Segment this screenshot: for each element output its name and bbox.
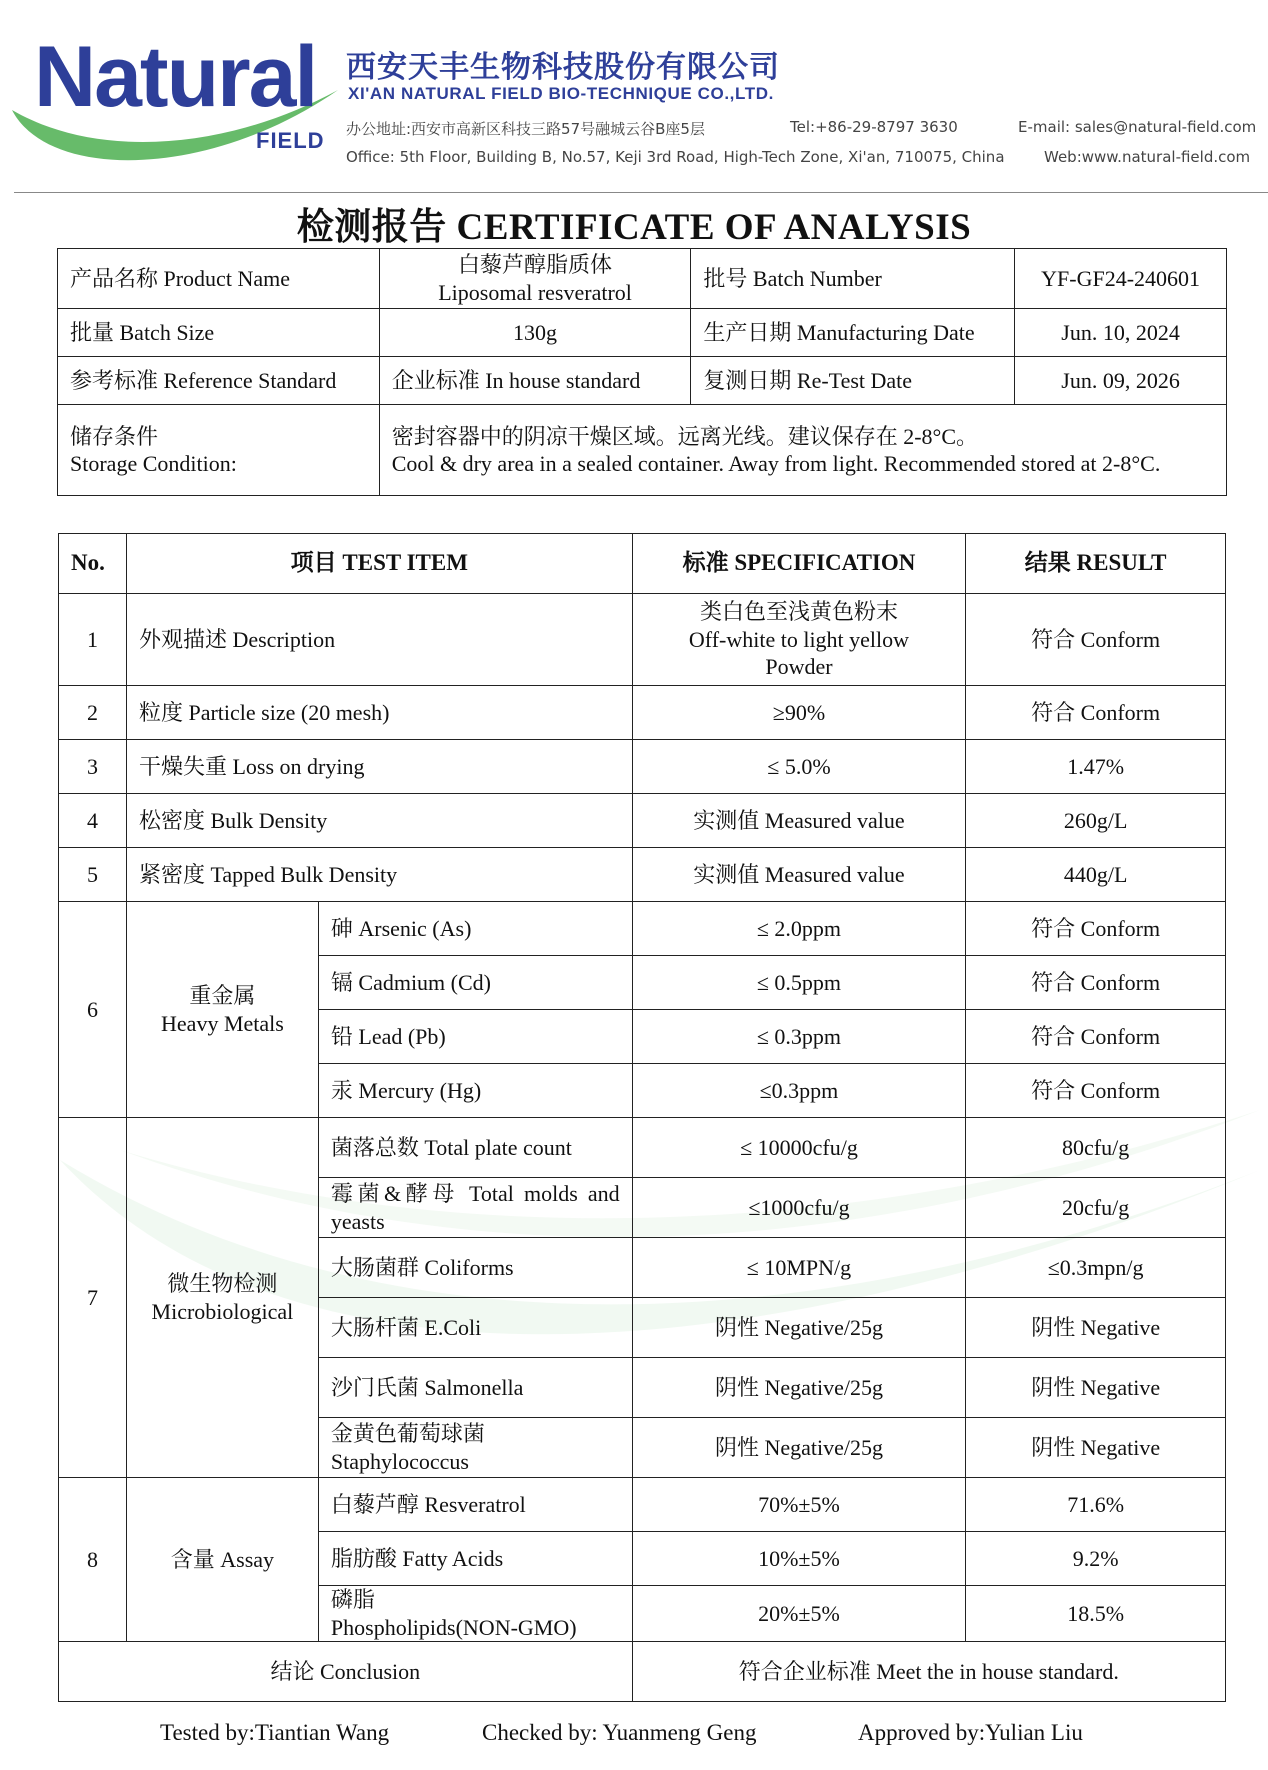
- table-row: [59, 902, 1226, 956]
- test-item: 紧密度 Tapped Bulk Density: [126, 848, 632, 902]
- test-item: 外观描述 Description: [126, 594, 632, 686]
- row-no: 8: [59, 1478, 127, 1642]
- info-row-batch-size: [58, 309, 1227, 357]
- logo-wordmark: Natural: [34, 29, 317, 125]
- approved-by: Approved by:Yulian Liu: [858, 1720, 1083, 1745]
- result: 440g/L: [966, 848, 1226, 902]
- batch-number-label: 批号 Batch Number: [691, 249, 1015, 309]
- table-row: [59, 848, 1226, 902]
- logo-subtitle: FIELD: [256, 128, 325, 153]
- test-item: 镉 Cadmium (Cd): [318, 956, 632, 1010]
- letterhead: [0, 0, 1268, 200]
- specification: 实测值 Measured value: [632, 794, 966, 848]
- row-no: 2: [59, 686, 127, 740]
- test-item-line1: 磷脂: [330, 1587, 375, 1612]
- col-specification: 标准 SPECIFICATION: [632, 534, 966, 594]
- result: 符合 Conform: [966, 594, 1226, 686]
- row-no: 6: [59, 902, 127, 1118]
- test-item: 粒度 Particle size (20 mesh): [126, 686, 632, 740]
- product-name-cn: 白藜芦醇脂质体: [458, 252, 613, 277]
- table-row: [59, 794, 1226, 848]
- storage-value: [379, 405, 1226, 496]
- result: 1.47%: [966, 740, 1226, 794]
- result: 9.2%: [966, 1532, 1226, 1586]
- spec-cn: 类白色至浅黄色粉末: [699, 599, 898, 625]
- col-no: No.: [59, 534, 127, 594]
- storage-cn: 密封容器中的阴凉干燥区域。远离光线。建议保存在 2-8°C。: [391, 423, 979, 449]
- company-name-cn: 西安天丰生物科技股份有限公司: [346, 50, 780, 85]
- table-row: [59, 1118, 1226, 1178]
- row-no: 7: [59, 1118, 127, 1478]
- specification: 20%±5%: [632, 1586, 966, 1642]
- test-item: 铅 Lead (Pb): [318, 1010, 632, 1064]
- specification: ≤ 0.5ppm: [632, 956, 966, 1010]
- result: 符合 Conform: [966, 1010, 1226, 1064]
- table-row: [59, 594, 1226, 686]
- test-item: 砷 Arsenic (As): [318, 902, 632, 956]
- row-no: 5: [59, 848, 127, 902]
- info-row-storage: [58, 405, 1227, 496]
- row-no: 3: [59, 740, 127, 794]
- test-item: 大肠杆菌 E.Coli: [318, 1298, 632, 1358]
- test-item: 沙门氏菌 Salmonella: [318, 1358, 632, 1418]
- result: 阴性 Negative: [966, 1298, 1226, 1358]
- result: 20cfu/g: [966, 1178, 1226, 1238]
- telephone: Tel:+86-29-8797 3630: [790, 118, 958, 136]
- test-item: 白藜芦醇 Resveratrol: [318, 1478, 632, 1532]
- group-label-cn: 重金属: [189, 983, 256, 1008]
- specification: ≤ 0.3ppm: [632, 1010, 966, 1064]
- specification: 阴性 Negative/25g: [632, 1418, 966, 1478]
- address-en: Office: 5th Floor, Building B, No.57, Keji 3rd Road, High-Tech Zone, Xi'an, 710075, China: [346, 148, 1005, 166]
- specification: ≤0.3ppm: [632, 1064, 966, 1118]
- info-row-reference: [58, 357, 1227, 405]
- group-label-cn: 微生物检测: [167, 1271, 278, 1296]
- group-label-en: Microbiological: [151, 1298, 294, 1324]
- storage-label: [58, 405, 380, 496]
- test-item: 松密度 Bulk Density: [126, 794, 632, 848]
- company-name-en: XI'AN NATURAL FIELD BIO-TECHNIQUE CO.,LTD.: [348, 84, 774, 103]
- col-test-item: 项目 TEST ITEM: [126, 534, 632, 594]
- specification: 阴性 Negative/25g: [632, 1298, 966, 1358]
- conclusion-row: [59, 1642, 1226, 1702]
- header-divider: [14, 192, 1268, 193]
- test-item: 干燥失重 Loss on drying: [126, 740, 632, 794]
- info-row-product: [58, 249, 1227, 309]
- specification: 阴性 Negative/25g: [632, 1358, 966, 1418]
- test-item: [318, 1418, 632, 1478]
- checked-by: Checked by: Yuanmeng Geng: [482, 1720, 757, 1745]
- product-name-value: [379, 249, 691, 309]
- result: 符合 Conform: [966, 1064, 1226, 1118]
- result: 80cfu/g: [966, 1118, 1226, 1178]
- conclusion-label: 结论 Conclusion: [59, 1642, 633, 1702]
- specification: [632, 594, 966, 686]
- specification: ≤1000cfu/g: [632, 1178, 966, 1238]
- product-name-en: Liposomal resveratrol: [438, 279, 632, 305]
- batch-number-value: YF-GF24-240601: [1015, 249, 1227, 309]
- test-results-table: [58, 533, 1226, 1702]
- test-item-line2: yeasts: [330, 1208, 385, 1234]
- test-item: 大肠菌群 Coliforms: [318, 1238, 632, 1298]
- product-name-label: 产品名称 Product Name: [58, 249, 380, 309]
- document-title: 检测报告 CERTIFICATE OF ANALYSIS: [296, 207, 972, 248]
- mfg-date-value: Jun. 10, 2024: [1015, 309, 1227, 357]
- test-item: [318, 1178, 632, 1238]
- ref-std-value: 企业标准 In house standard: [379, 357, 691, 405]
- batch-size-value: 130g: [379, 309, 691, 357]
- storage-en: Cool & dry area in a sealed container. Away from light. Recommended stored at 2-8°C.: [391, 451, 1161, 476]
- specification: ≤ 10000cfu/g: [632, 1118, 966, 1178]
- test-item: 脂肪酸 Fatty Acids: [318, 1532, 632, 1586]
- result: 260g/L: [966, 794, 1226, 848]
- retest-date-label: 复测日期 Re-Test Date: [691, 357, 1015, 405]
- result: 符合 Conform: [966, 686, 1226, 740]
- group-label: [126, 902, 318, 1118]
- specification: ≥90%: [632, 686, 966, 740]
- specification: ≤ 10MPN/g: [632, 1238, 966, 1298]
- specification: 70%±5%: [632, 1478, 966, 1532]
- test-item-line1: 金黄色葡萄球菌: [330, 1421, 485, 1446]
- result: 符合 Conform: [966, 902, 1226, 956]
- specification: 实测值 Measured value: [632, 848, 966, 902]
- conclusion-value: 符合企业标准 Meet the in house standard.: [632, 1642, 1225, 1702]
- retest-date-value: Jun. 09, 2026: [1015, 357, 1227, 405]
- test-item: 汞 Mercury (Hg): [318, 1064, 632, 1118]
- test-item: [318, 1586, 632, 1642]
- col-result: 结果 RESULT: [966, 534, 1226, 594]
- spec-en-line2: Powder: [765, 654, 833, 680]
- table-row: [59, 1478, 1226, 1532]
- specification: ≤ 5.0%: [632, 740, 966, 794]
- group-label: [126, 1118, 318, 1478]
- test-item: 菌落总数 Total plate count: [318, 1118, 632, 1178]
- result: 71.6%: [966, 1478, 1226, 1532]
- row-no: 4: [59, 794, 127, 848]
- group-label: 含量 Assay: [126, 1478, 318, 1642]
- spec-en-line1: Off-white to light yellow: [688, 626, 910, 652]
- test-item-line2: Phospholipids(NON-GMO): [330, 1614, 577, 1640]
- table-row: [59, 686, 1226, 740]
- row-no: 1: [59, 594, 127, 686]
- specification: 10%±5%: [632, 1532, 966, 1586]
- website: Web:www.natural-field.com: [1044, 148, 1251, 166]
- email: E-mail: sales@natural-field.com: [1018, 118, 1257, 136]
- header-row: [59, 534, 1226, 594]
- result: 阴性 Negative: [966, 1418, 1226, 1478]
- result: 18.5%: [966, 1586, 1226, 1642]
- batch-size-label: 批量 Batch Size: [58, 309, 380, 357]
- product-info-table: [57, 248, 1227, 496]
- table-row: [59, 740, 1226, 794]
- result: 符合 Conform: [966, 956, 1226, 1010]
- address-cn: 办公地址:西安市高新区科技三路57号融城云谷B座5层: [346, 120, 705, 138]
- result: 阴性 Negative: [966, 1358, 1226, 1418]
- group-label-en: Heavy Metals: [161, 1010, 284, 1036]
- specification: ≤ 2.0ppm: [632, 902, 966, 956]
- mfg-date-label: 生产日期 Manufacturing Date: [691, 309, 1015, 357]
- test-item-line1: 霉菌&酵母 Total molds and: [330, 1181, 620, 1206]
- result: ≤0.3mpn/g: [966, 1238, 1226, 1298]
- ref-std-label: 参考标准 Reference Standard: [58, 357, 380, 405]
- storage-label-en: Storage Condition:: [70, 451, 237, 476]
- tested-by: Tested by:Tiantian Wang: [160, 1720, 390, 1745]
- storage-label-cn: 储存条件: [70, 423, 159, 449]
- test-item-line2: Staphylococcus: [330, 1448, 469, 1474]
